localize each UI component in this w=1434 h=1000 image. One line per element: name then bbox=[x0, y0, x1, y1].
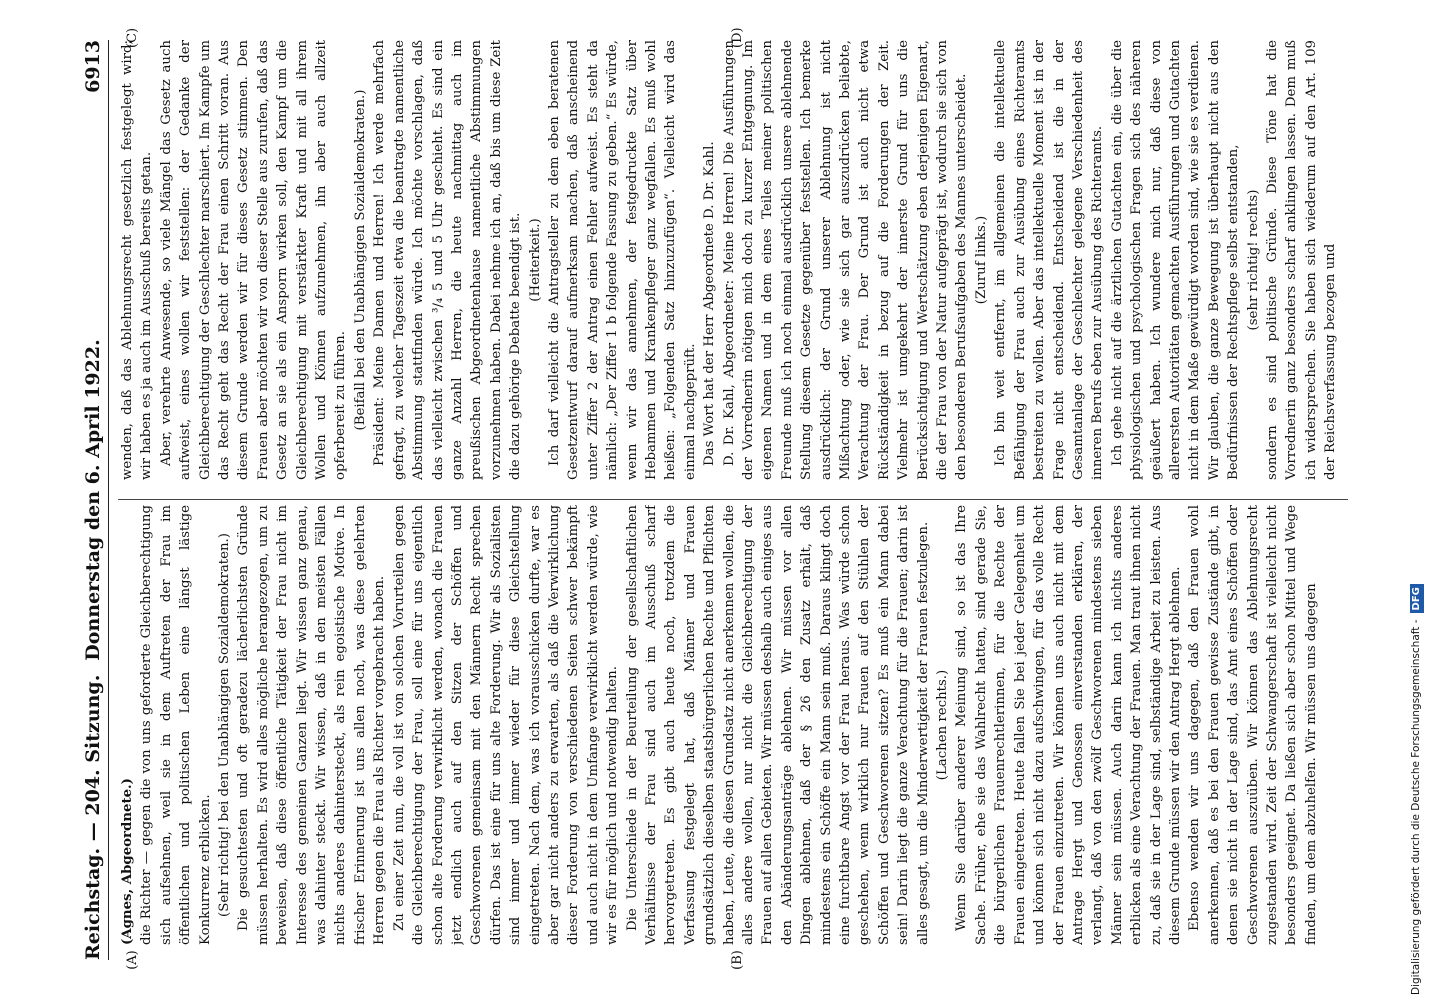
margin-marker-c: (C) bbox=[125, 27, 140, 48]
paragraph: die Richter — gegen die von uns geforderte Gleichberechtigung sich aufsehnen, weil sie in dem Auftreten der Frau im öffentlichen und politischen Leben eine längst lästige Konkurrenz erblicken. bbox=[139, 505, 213, 945]
funding-note bbox=[1404, 10, 1428, 995]
dfg-logo: DFG bbox=[1410, 584, 1424, 613]
funding-text: Digitalisierung gefördert durch die Deutsche Forschungsgemeinschaft - bbox=[1410, 619, 1422, 995]
column-divider bbox=[118, 499, 1348, 500]
interjection: (sehr richtig! rechts) bbox=[1245, 189, 1261, 331]
paragraph: Ich gehe nicht auf die ärztlichen Gutachten ein, die über die physiologischen und psychologischen Fragen sich des näheren geäußert haben. Ich wundere mich nur, daß diese von allerersten Autoritäten gemachten Ausführungen und Gutachten nicht in dem Maße gewürdigt worden sind, wie sie es verdienen. Wir glauben, die ganze Bewegung ist überhaupt nicht aus den Bedürfnissen der Rechtspflege selbst entstanden, bbox=[1109, 40, 1242, 480]
document-page bbox=[30, 0, 1370, 1000]
paragraph: D. Dr. Kahl, Abgeordneter: Meine Herren! Die Ausführungen der Vorrednerin nötigen mich doch zu kurzer Entgegnung. Im eigenen Namen und in dem eines Teiles meiner politischen Freunde muß ich noch einmal ausdrücklich unsere ablehnende Stellung diesem Gesetze gegenüber feststellen. Ich bemerke ausdrücklich: der Grund unserer Ablehnung ist nicht Mißachtung oder, wie sie sich gar auszudrücken beliebte, Verachtung der Frau. Der Grund ist auch nicht etwa Rückständigkeit in bezug auf die Forderungen der Zeit. Vielmehr ist umgekehrt der innerste Grund für uns die Berücksichtigung und Wertschätzung eben derjenigen Eigenart, die der Frau von der Natur aufgeprägt ist, wodurch sie sich von den besonderen Berufsaufgaben des Mannes unterscheidet. bbox=[721, 40, 970, 480]
right-column bbox=[118, 40, 1348, 480]
paragraph: Ich darf vielleicht die Antragsteller zu dem eben beratenen Gesetzentwurf darauf aufmerksam machen, daß anscheinend unter Ziffer 2 der Antrag einen Fehler aufweist. Es steht da nämlich: „Der Ziffer 1 b folgende Fassung zu geben.“ Es würde, wenn wir das annehmen, der festgedruckte Satz über Hebammen und Krankenpfleger ganz wegfallen. Es muß wohl heißen: „Folgenden Satz hinzuzufügen“. Vielleicht wird das einmal nachgeprüft. bbox=[546, 40, 698, 480]
paragraph: Das Wort hat der Herr Abgeordnete D. Dr. Kahl. bbox=[702, 141, 718, 466]
paragraph: Wenn Sie darüber anderer Meinung sind, so ist das Ihre Sache. Früher, ehe sie das Wahlrecht hatten, sind gerade Sie, die bürgerlichen Frauenrechtlerinnen, für die Rechte der Frauen eingetreten. Heute fallen Sie bei jeder Gelegenheit um und können sich nicht dazu aufschwingen, für das volle Recht der Frauen einzutreten. Wir können uns auch nicht mit dem Antrage Hergt und Genossen einverstanden erklären, der verlangt, daß von den zwölf Geschworenen mindestens sieben Männer sein müssen. Auch darin kann ich nichts anderes erblicken als eine Verachtung der Frauen. Man traut ihnen nicht zu, daß sie in der Lage sind, selbständige Arbeit zu leisten. Aus diesem Grunde müssen wir den Antrag Hergt ablehnen. bbox=[954, 505, 1183, 945]
page-number: 6913 bbox=[82, 40, 104, 93]
paragraph: Ebenso wenden wir uns dagegen, daß den Frauen wohl anerkennen, daß es bei den Frauen gewisse Zustände gibt, in denen sie nicht in der Lage sind, das Amt eines Schöffen oder Geschworenen auszuüben. Wir können das Ablehnungsrecht zugestanden wird. Zeit der Schwangerschaft ist vielleicht nicht besonders geeignet. Da ließen sich aber schon Mittel und Wege finden, um dem abzuhelfen. Wir müssen uns dagegen bbox=[1187, 505, 1319, 945]
margin-marker-b: (B) bbox=[730, 950, 745, 970]
page-header bbox=[80, 40, 109, 960]
paragraph: sondern es sind politische Gründe. Diese Töne hat die Vorrednerin ganz besonders scharf anklingen lassen. Dem muß ich widersprechen. Sie haben sich wiederum auf den Art. 109 der Reichsverfassung bezogen und bbox=[1264, 40, 1339, 480]
interjection: (Beifall bei den Unabhängigen Sozialdemokraten.) bbox=[352, 89, 368, 431]
paragraph: Die Unterschiede in der Beurteilung der gesellschaftlichen Verhältnisse der Frau sind auch im Ausschuß scharf hervorgetreten. Es gibt auch heute noch, trotzdem die Verfassung festgelegt hat, daß Männer und Frauen grundsätzlich dieselben staatsbürgerlichen Rechte und Pflichten haben, Leute, die diesen Grundsatz nicht anerkennen wollen, die alles andere wollen, nur nicht die Gleichberechtigung der Frauen auf allen Gebieten. Wir müssen deshalb auch einiges aus den Abänderungsanträge ablehnen. Wir müssen vor allen Dingen ablehnen, daß der § 26 den Zusatz erhält, daß mindestens ein Schöffe ein Mann sein muß. Daraus klingt doch eine furchtbare Angst vor der Frau heraus. Was würde schon geschehen, wenn wirklich nur Frauen auf den Stühlen der Schöffen und Geschworenen sitzen? Es muß ein Mann dabei sein! Darin liegt die ganze Verachtung für die Frauen; darin ist alles gesagt, um die Minderwertigkeit der Frauen festzulegen. bbox=[624, 505, 931, 945]
paragraph: Zu einer Zeit nun, die voll ist von solchen Vorurteilen gegen die Gleichberechtigung der Frau, soll eine für uns eigentlich schon alte Forderung verwirklicht werden, wonach die Frauen jetzt endlich auch auf den Sitzen der Schöffen und Geschworenen gemeinsam mit den Männern Recht sprechen dürfen. Das ist eine für uns alte Forderung. Wir als Sozialisten sind immer und immer wieder für diese Gleichstellung eingetreten. Nach dem, was ich vorausschicken durfte, war es aber gar nicht anders zu erwarten, als daß die Verwirklichung dieser Forderung von verschiedenen Seiten schwer bekämpft und auch nicht in dem Umfange verwirklicht werden würde, wie wir es für möglich und notwendig halten. bbox=[391, 505, 621, 945]
interjection: (Heiterkeit.) bbox=[527, 218, 543, 302]
speaker-line: (Agnes, Abgeordnete.) bbox=[120, 778, 135, 945]
paragraph: Aber, verehrte Anwesende, so viele Mängel das Gesetz auch aufweist, eines wollen wir feststellen: der Gedanke der Gleichberechtigung der Geschlechter marschiert. Im Kampfe um das Recht geht das Recht der Frau einen Schritt voran. Aus diesem Grunde werden wir für dieses Gesetz stimmen. Den Frauen aber möchten wir von dieser Stelle aus zurufen, daß das Gesetz an sie als ein Ansporn wirken soll, den Kampf um die Gleichberechtigung mit verstärkter Kraft und mit all ihrem Wollen und Können aufzunehmen, ihn aber auch allzeit opferbereit zu führen. bbox=[158, 40, 349, 480]
interjection: (Sehr richtig! bei den Unabhängigen Sozialdemokraten.) bbox=[217, 533, 233, 917]
left-column bbox=[118, 505, 1348, 945]
interjection: (Lachen rechts.) bbox=[935, 669, 951, 781]
paragraph: Präsident: Meine Damen und Herren! Ich werde mehrfach gefragt, zu welcher Tageszeit etwa die beantragte namentliche Abstimmung stattfinden würde. Ich möchte vorschlagen, daß das vielleicht zwischen ³/₄ 5 und 5 Uhr geschieht. Es sind ein ganze Anzahl Herren, die heute nachmittag auch im preußischen Abgeordnetenhause namentliche Abstimmungen vorzunehmen haben. Dabei nehme ich an, daß bis um diese Zeit die dazu gehörige Debatte beendigt ist. bbox=[372, 40, 524, 480]
margin-marker-a: (A) bbox=[125, 950, 140, 970]
interjection: (Zuruf links.) bbox=[973, 215, 989, 305]
header-left: Reichstag. — 204. Sitzung. bbox=[82, 674, 104, 960]
margin-marker-d: (D) bbox=[730, 27, 745, 48]
paragraph: wenden, daß das Ablehnungsrecht gesetzlich festgelegt wird; wir haben es ja auch im Ausschuß bereits getan. bbox=[120, 40, 155, 480]
header-date: Donnerstag den 6. April 1922. bbox=[82, 339, 104, 661]
paragraph: Ich bin weit entfernt, im allgemeinen die intellektuelle Befähigung der Frau auch zur Ausübung eines Richteramts bestreiten zu wollen. Aber das intellektuelle Moment ist in der Frage nicht entscheidend. Entscheidend ist die in der Gesamtanlage der Geschlechter gelegene Verschiedenheit des inneren Berufs eben zur Ausübung des Richteramts. bbox=[993, 40, 1106, 480]
paragraph: Die gesuchtesten und oft geradezu lächerlichsten Gründe müssen herhalten. Es wird alles mögliche herangezogen, um zu beweisen, daß diese öffentliche Tätigkeit der Frau nicht im Interesse des gemeinen Ganzen liegt. Wir wissen ganz genau, was dahinter steckt. Wir wissen, daß in den meisten Fällen nichts anderes dahintersteckt, als rein egoistische Motive. In frischer Erinnerung ist uns allen noch, was diese gelehrten Herren gegen die Frau als Richter vorgebracht haben. bbox=[236, 505, 388, 945]
